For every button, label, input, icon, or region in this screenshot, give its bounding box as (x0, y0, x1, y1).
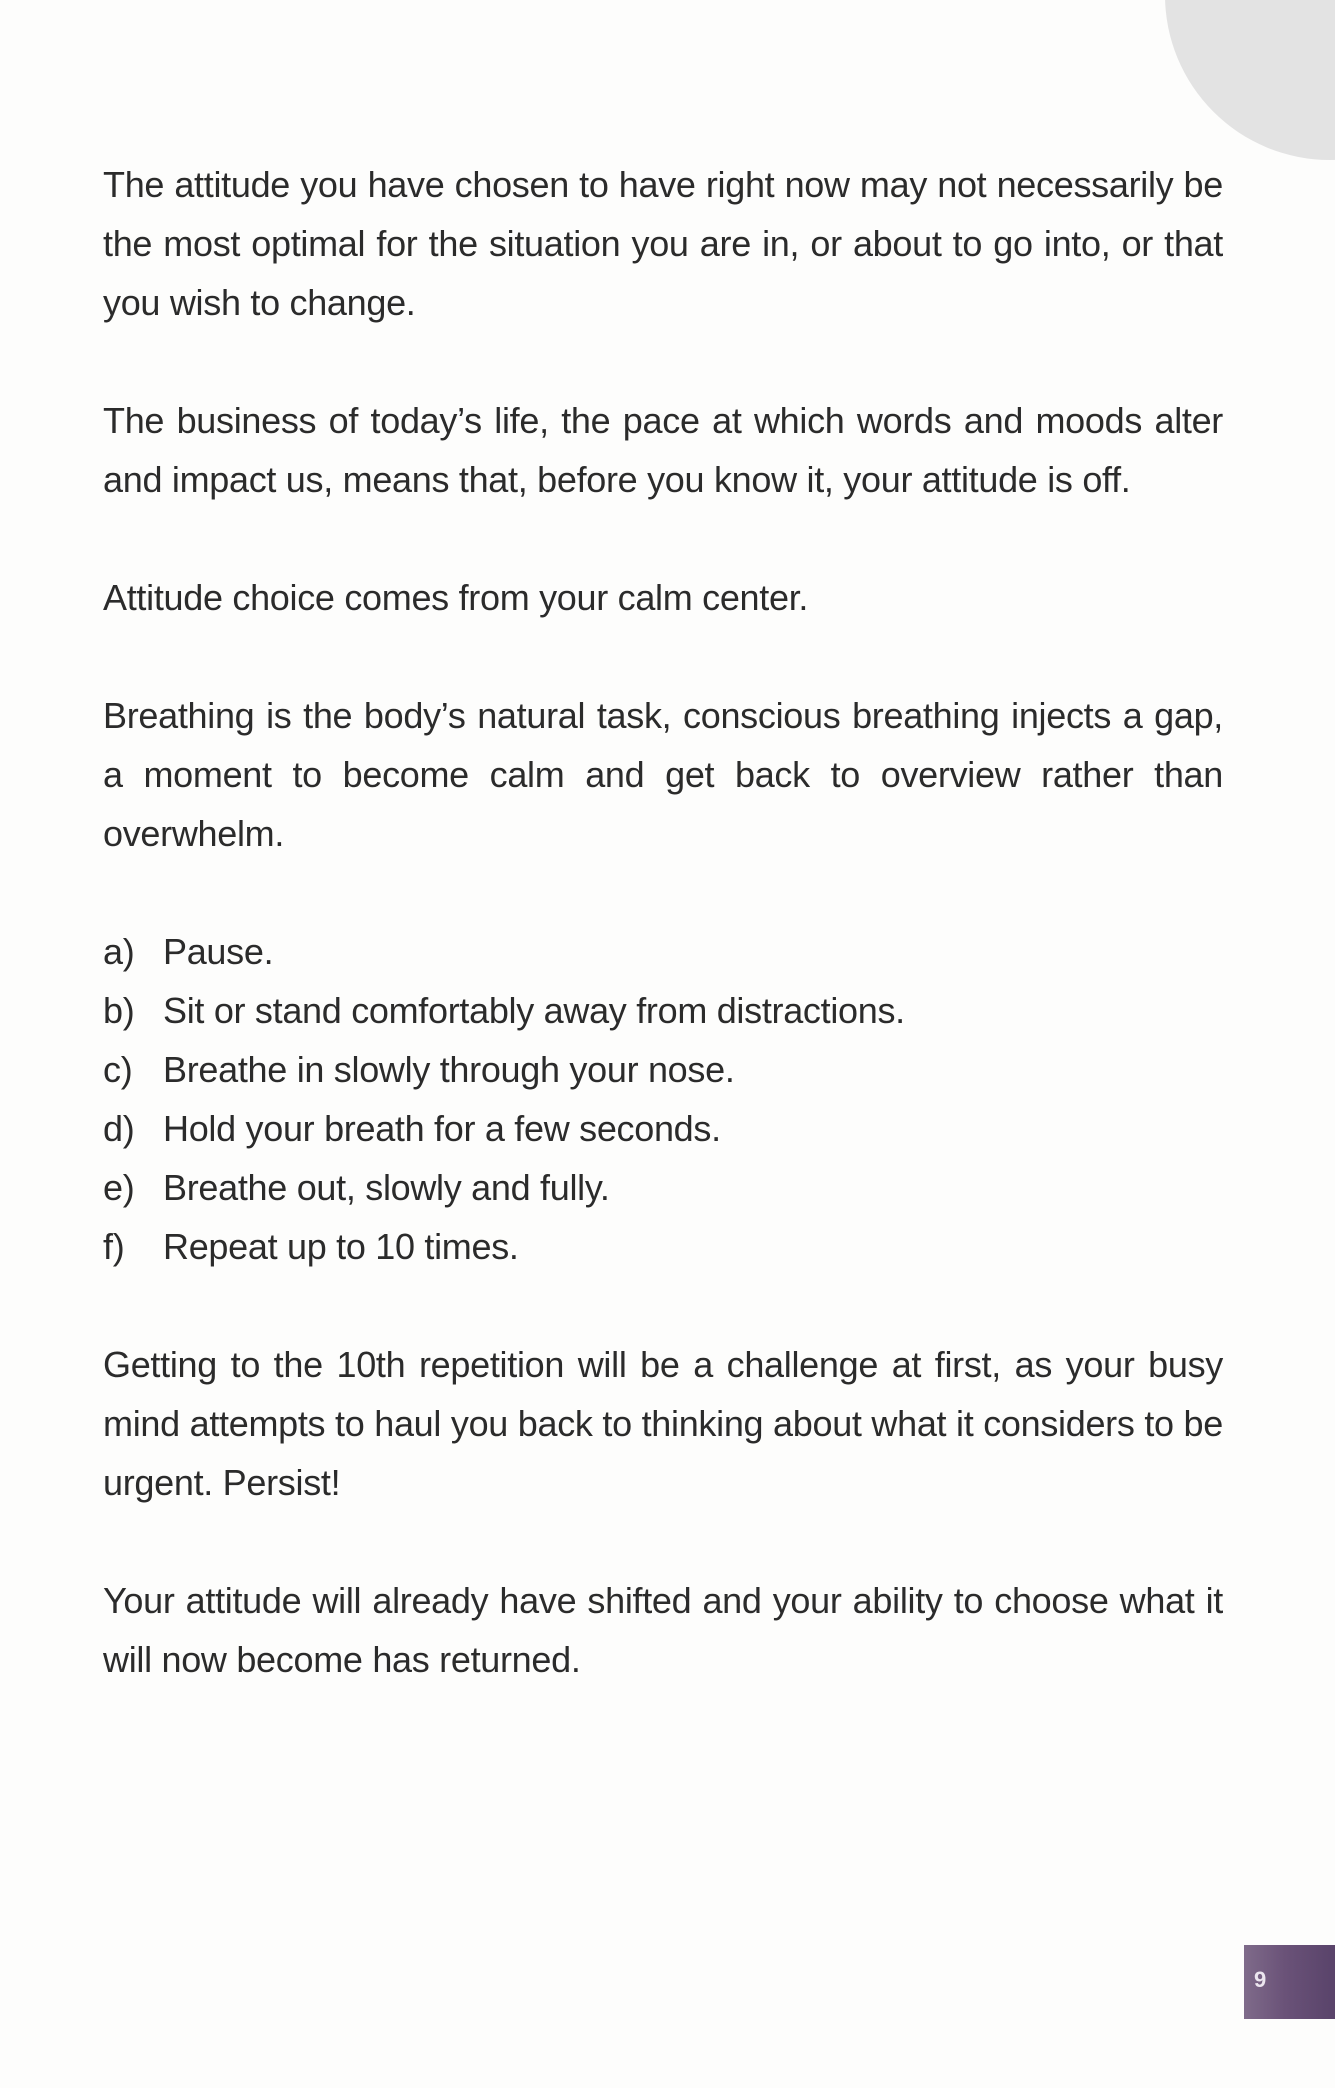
step-text: Sit or stand comfortably away from distractions. (163, 990, 905, 1031)
list-item (103, 1217, 1223, 1276)
body-text (103, 155, 1223, 1748)
step-marker: e) (103, 1167, 135, 1208)
paragraph-persist: Getting to the 10th repetition will be a challenge at first, as your busy mind attempts to haul you back to thinking about what it considers to be urgent. Persist! (103, 1344, 1223, 1503)
paragraph-calm-center: Attitude choice comes from your calm center. (103, 577, 809, 618)
page-number: 9 (1254, 1967, 1267, 1992)
page-number-tab (1244, 1945, 1335, 2019)
list-item (103, 1040, 1223, 1099)
paragraph-breathing: Breathing is the body’s natural task, conscious breathing injects a gap, a moment to become calm and get back to overview rather than overwhelm. (103, 695, 1223, 854)
step-text: Repeat up to 10 times. (163, 1226, 519, 1267)
step-marker: c) (103, 1049, 133, 1090)
step-marker: a) (103, 931, 135, 972)
step-marker: f) (103, 1226, 125, 1267)
step-text: Pause. (163, 931, 274, 972)
step-marker: b) (103, 990, 135, 1031)
list-item (103, 1158, 1223, 1217)
page-corner-shadow (1165, 0, 1335, 160)
step-marker: d) (103, 1108, 135, 1149)
breathing-steps-list (103, 922, 1223, 1276)
paragraph-attitude-choice: The attitude you have chosen to have right now may not necessarily be the most optimal for the situation you are in, or about to go into, or that you wish to change. (103, 164, 1223, 323)
step-text: Hold your breath for a few seconds. (163, 1108, 721, 1149)
step-text: Breathe in slowly through your nose. (163, 1049, 735, 1090)
step-text: Breathe out, slowly and fully. (163, 1167, 610, 1208)
paragraph-attitude-shifted: Your attitude will already have shifted and your ability to choose what it will now become has returned. (103, 1580, 1223, 1680)
list-item (103, 981, 1223, 1040)
list-item (103, 1099, 1223, 1158)
list-item (103, 922, 1223, 981)
paragraph-pace-of-life: The business of today’s life, the pace at which words and moods alter and impact us, means that, before you know it, your attitude is off. (103, 400, 1223, 500)
